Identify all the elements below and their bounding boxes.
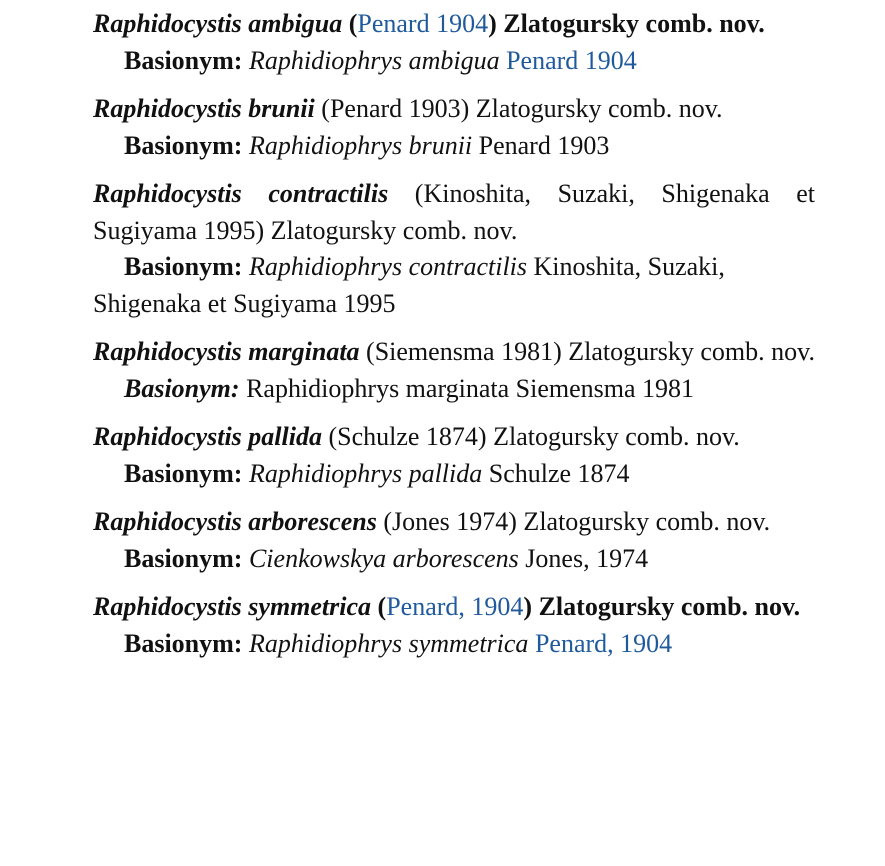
basionym-line: [93, 249, 815, 322]
authority-text: (Siemensma 1981) Zlatogursky comb. nov.: [366, 337, 815, 366]
authority-text: (Jones 1974) Zlatogursky comb. nov.: [383, 507, 771, 536]
taxon-heading: [93, 419, 815, 456]
basionym-label: Basionym:: [124, 628, 243, 658]
basionym-label: Basionym:: [124, 458, 243, 488]
taxonomy-list: [93, 6, 815, 674]
taxon-heading: [93, 504, 815, 541]
basionym-author: Penard 1903: [478, 130, 610, 160]
comb-nov-text: Zlatogursky comb. nov.: [538, 592, 801, 621]
taxon-entry-arborescens: [93, 504, 815, 577]
basionym-name: Raphidiophrys ambigua: [248, 45, 500, 75]
basionym-label: Basionym:: [124, 45, 243, 75]
taxon-name: Raphidocystis arborescens: [93, 507, 377, 536]
basionym-line: [93, 371, 815, 408]
basionym-author: Kinoshita, Suzaki, Shigenaka et Sugiyama 1995: [93, 252, 725, 318]
basionym-label: Basionym:: [124, 373, 240, 403]
taxon-heading: Raphidocystis ambigua (Penard 1904) Zlatogursky comb. nov.: [93, 9, 765, 38]
taxon-heading: Raphidocystis symmetrica (Penard, 1904) Zlatogursky comb. nov.: [93, 592, 801, 621]
taxon-entry-symmetrica: [93, 589, 815, 662]
taxon-name: Raphidocystis contractilis: [93, 179, 389, 208]
basionym-name: Raphidiophrys brunii: [248, 130, 473, 160]
basionym-name: Raphidiophrys contractilis: [248, 252, 528, 281]
basionym-line: [93, 128, 815, 165]
authority-text: (Kinoshita, Suzaki, Shigenaka et Sugiyama 1995) Zlatogursky comb. nov.: [93, 179, 815, 245]
taxon-heading: [93, 334, 815, 371]
basionym-author-link[interactable]: Penard 1904: [506, 45, 637, 75]
basionym-author: Jones, 1974: [525, 543, 649, 573]
basionym-author-link[interactable]: Penard, 1904: [534, 628, 673, 658]
basionym-line: [93, 456, 815, 493]
taxon-name: Raphidocystis ambigua: [93, 9, 343, 38]
taxon-name: Raphidocystis pallida: [93, 422, 322, 451]
basionym-label: Basionym:: [124, 130, 243, 160]
taxon-heading: [93, 176, 815, 249]
authority-link[interactable]: Penard, 1904: [386, 592, 524, 621]
basionym-line: [93, 626, 815, 663]
basionym-author: Schulze 1874: [488, 458, 630, 488]
taxon-heading: [93, 91, 815, 128]
taxon-name: Raphidocystis symmetrica: [93, 592, 372, 621]
taxon-name: Raphidocystis brunii: [93, 94, 315, 123]
taxon-name: Raphidocystis marginata: [93, 337, 360, 366]
taxon-entry-pallida: [93, 419, 815, 492]
basionym-text: Raphidiophrys marginata Siemensma 1981: [246, 373, 695, 403]
authority-text: (Penard 1903) Zlatogursky comb. nov.: [321, 94, 723, 123]
taxon-entry-contractilis: [93, 176, 815, 322]
taxon-entry-marginata: [93, 334, 815, 407]
authority-text: (Schulze 1874) Zlatogursky comb. nov.: [328, 422, 740, 451]
basionym-name: Raphidiophrys symmetrica: [248, 628, 529, 658]
basionym-name: Cienkowskya arborescens: [248, 543, 519, 573]
basionym-label: Basionym:: [124, 543, 243, 573]
comb-nov-text: Zlatogursky comb. nov.: [503, 9, 765, 38]
basionym-label: Basionym:: [124, 252, 243, 281]
basionym-line: [93, 43, 815, 80]
basionym-line: [93, 541, 815, 578]
taxon-entry-brunii: [93, 91, 815, 164]
taxon-entry-ambigua: [93, 6, 815, 79]
basionym-name: Raphidiophrys pallida: [248, 458, 483, 488]
authority-link[interactable]: Penard 1904: [357, 9, 489, 38]
